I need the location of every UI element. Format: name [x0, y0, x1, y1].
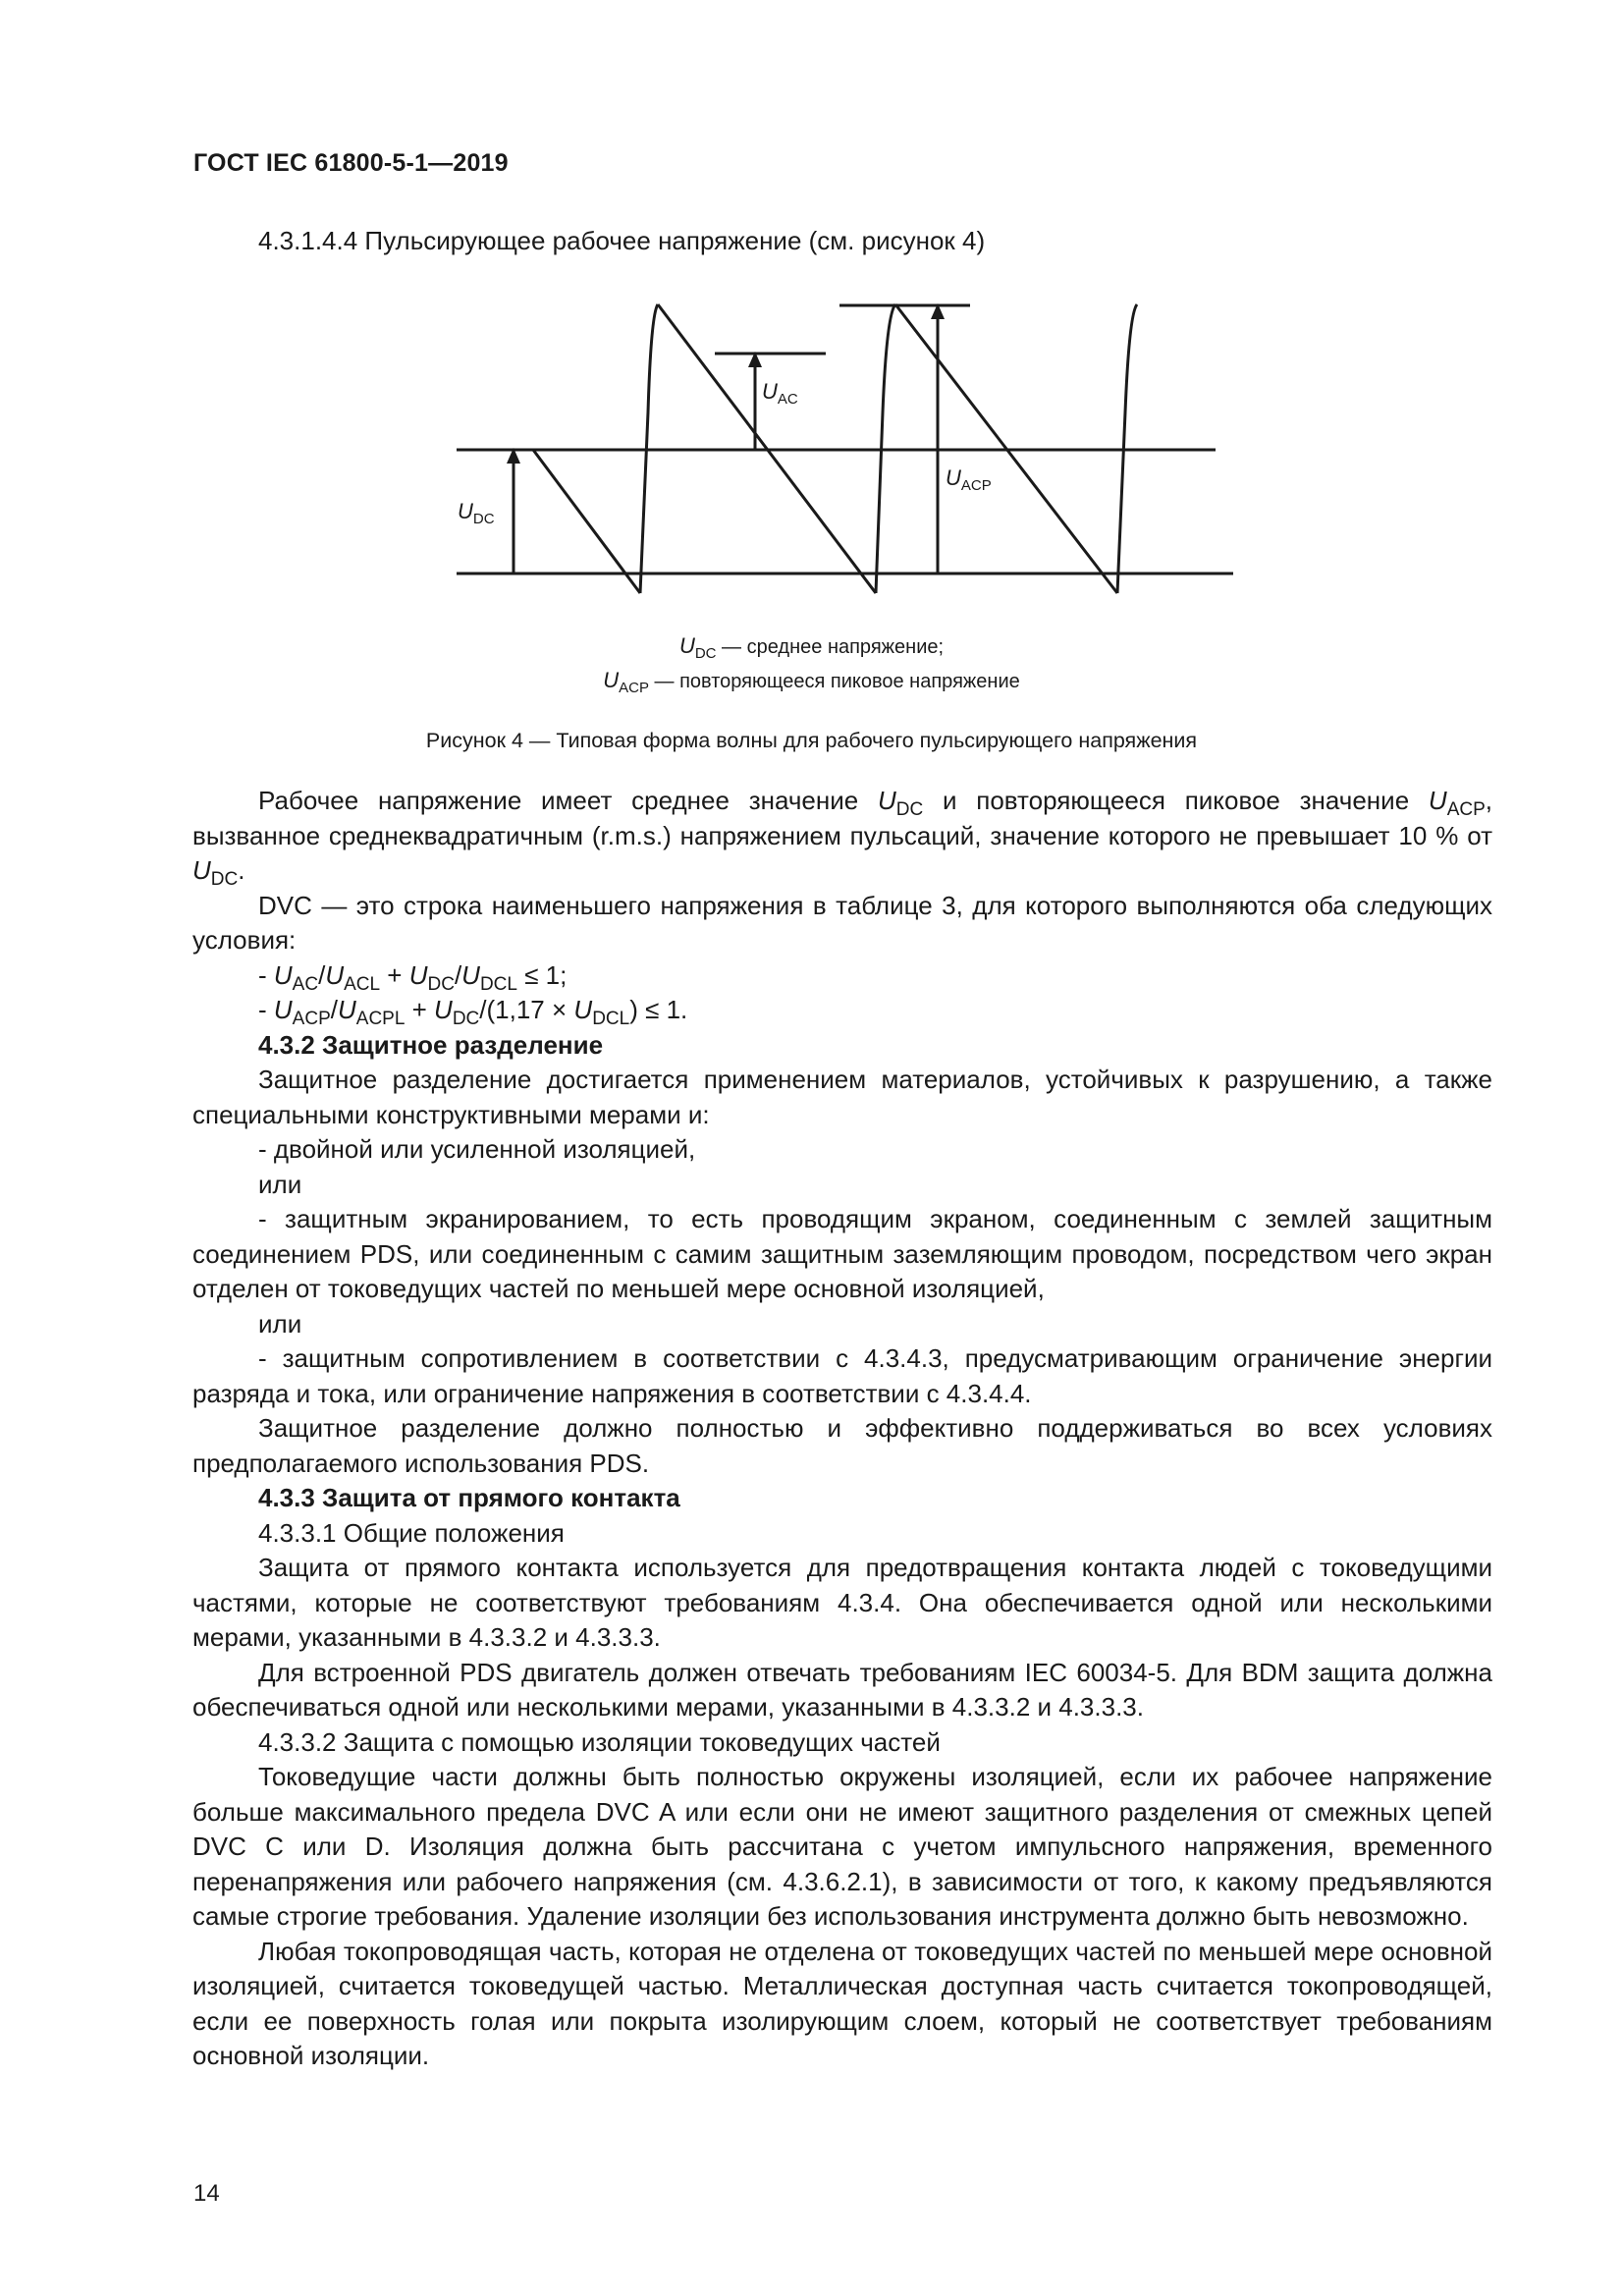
page-number: 14: [193, 2180, 220, 2207]
list-item-screening: - защитным экранированием, то есть проводящим экраном, соединенным с землей защитным соединением PDS, или соединенным с самим защитным заземляющим проводом, посредством чего экран отделен от токоведущих частей по меньшей мере основной изоляцией,: [192, 1204, 1492, 1303]
udc-label: $U_{DC}$: [458, 499, 495, 527]
list-item-double-insulation: - двойной или усиленной изоляцией,: [258, 1134, 696, 1164]
figure-waveform: [0, 285, 1623, 717]
paragraph-protective-separation: Защитное разделение достигается применением материалов, устойчивых к разрушению, а также специальными конструктивными мерами и:: [192, 1065, 1492, 1129]
figure-caption: Рисунок 4 — Типовая форма волны для рабочего пульсирующего напряжения: [425, 729, 1198, 752]
list-item-impedance: - защитным сопротивлением в соответствии с 4.3.4.3, предусматривающим ограничение энергии разряда и тока, или ограничение напряжения в соответствии с 4.3.4.4.: [192, 1343, 1492, 1408]
heading-4-3-3-1: 4.3.3.1 Общие положения: [258, 1517, 565, 1548]
paragraph-maintain-separation: Защитное разделение должно полностью и эффективно поддерживаться во всех условиях предполагаемого использования PDS.: [192, 1413, 1492, 1478]
section-title: 4.3.1.4.4 Пульсирующее рабочее напряжение (см. рисунок 4): [258, 226, 986, 255]
list-or-1: или: [258, 1169, 302, 1199]
legend-uacp: $U_{ACP}$ — повторяющееся пиковое напряжение: [603, 668, 1020, 696]
heading-4-3-3: 4.3.3 Защита от прямого контакта: [258, 1483, 680, 1512]
heading-4-3-3-2: 4.3.3.2 Защита с помощью изоляции токоведущих частей: [258, 1726, 941, 1757]
paragraph-dvc: DVC — это строка наименьшего напряжения в таблице 3, для которого выполняются оба следующих условия:: [192, 890, 1492, 955]
heading-4-3-2: 4.3.2 Защитное разделение: [258, 1029, 604, 1060]
paragraph-conductive-part: Любая токопроводящая часть, которая не отделена от токоведущих частей по меньшей мере основной изоляцией, считается токоведущей частью. Металлическая доступная часть считается токопроводящей, если ее поверхность голая или покрыта изолирующим слоем, который не соответствует требованиям основной изоляции.: [192, 1936, 1492, 2070]
uacp-label: $U_{ACP}$: [946, 465, 992, 494]
paragraph-integrated-pds: Для встроенной PDS двигатель должен отвечать требованиям IEC 60034-5. Для BDM защита должна обеспечиваться одной или несколькими мерами, указанными в 4.3.3.2 и 4.3.3.3.: [192, 1657, 1492, 1722]
paragraph-direct-contact: Защита от прямого контакта используется для предотвращения контакта людей с токоведущими частями, которые не соответствуют требованиям 4.3.4. Она обеспечивается одной или несколькими мерами, указанными в 4.3.3.2 и 4.3.3.3.: [192, 1553, 1492, 1652]
condition-1: - $U_{AC}/U_{ACL} + U_{DC}/U_{DCL} \le 1$;: [258, 959, 568, 995]
list-or-2: или: [258, 1308, 302, 1339]
body-text: [192, 784, 1492, 2074]
paragraph-working-voltage: Рабочее напряжение имеет среднее значение $U_{DC}$ и повторяющееся пиковое значение $U_{ACP}$, вызванное среднеквадратичным (r.m.s.) напряжением пульсаций, значение которого не превышает 10 % от $U_{DC}$.: [192, 786, 1492, 891]
paragraph-insulation: Токоведущие части должны быть полностью окружены изоляцией, если их рабочее напряжение больше максимального предела DVC A или если они не имеют защитного разделения от смежных цепей DVC C или D. Изоляция должна быть рассчитана с учетом импульсного напряжения, временного перенапряжения или рабочего напряжения (см. 4.3.6.2.1), в зависимости от того, к какому предъявляются самые строгие требования. Удаление изоляции без использования инструмента должно быть невозможно.: [192, 1762, 1492, 1931]
document-header: ГОСТ IEC 61800-5-1—2019: [193, 149, 509, 177]
wave-ramp-1: [533, 450, 640, 593]
uac-label: $U_{AC}$: [762, 379, 798, 408]
condition-2: - $U_{ACP}/U_{ACPL} + U_{DC}/(1,17 \times U_{DCL}) \le 1$.: [258, 995, 688, 1030]
legend-udc: $U_{DC}$ — среднее напряжение;: [678, 633, 945, 662]
